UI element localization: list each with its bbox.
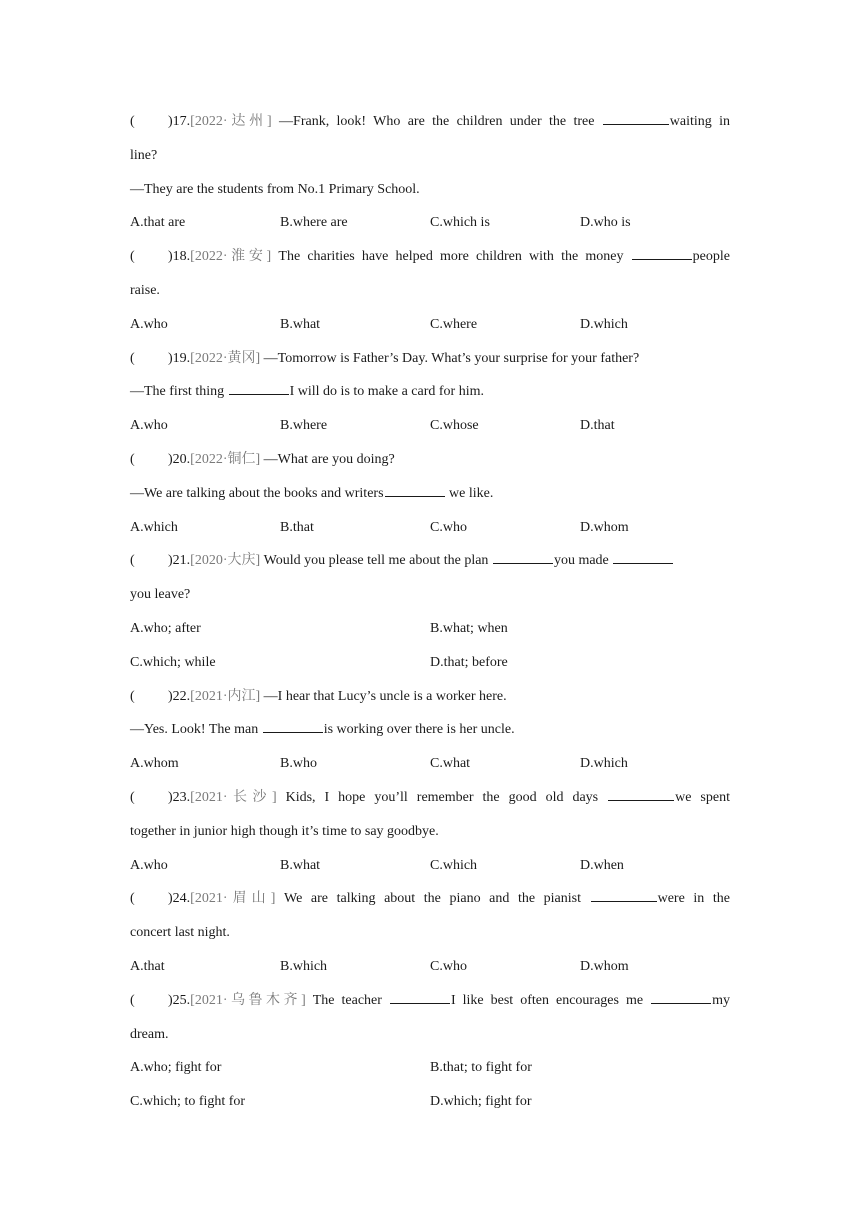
- option-d[interactable]: D.that; before: [430, 654, 508, 670]
- option-a[interactable]: A.who: [130, 418, 168, 434]
- answer-paren[interactable]: (: [130, 451, 135, 467]
- option-a[interactable]: A.who; fight for: [130, 1060, 222, 1076]
- question-text: —The first thing I will do is to make a card for him.: [130, 375, 730, 409]
- option-a[interactable]: A.who: [130, 316, 168, 332]
- answer-blank[interactable]: [613, 549, 673, 564]
- question-17-line: ( )17.[2022·达州] —Frank, look! Who are the children under the tree waiting in: [130, 105, 730, 139]
- option-d[interactable]: D.whom: [580, 958, 629, 974]
- answer-blank[interactable]: [651, 989, 711, 1004]
- options-row: [130, 1085, 730, 1119]
- option-b[interactable]: B.where are: [280, 215, 348, 231]
- options-row: [130, 849, 730, 883]
- question-text: line?: [130, 147, 158, 163]
- answer-blank[interactable]: [390, 989, 450, 1004]
- option-c[interactable]: C.which: [430, 857, 478, 873]
- option-a[interactable]: A.which: [130, 519, 178, 535]
- question-text: —We are talking about the books and writers we like.: [130, 477, 730, 511]
- option-a[interactable]: A.that: [130, 958, 165, 974]
- question-source: [2021·长沙]: [190, 789, 277, 805]
- option-a[interactable]: A.that are: [130, 215, 186, 231]
- options-row: [130, 747, 730, 781]
- option-a[interactable]: A.who: [130, 857, 168, 873]
- option-b[interactable]: B.where: [280, 418, 328, 434]
- question-source: [2021·眉山]: [190, 891, 276, 907]
- question-text: you leave?: [130, 587, 191, 603]
- answer-blank[interactable]: [603, 110, 669, 125]
- option-c[interactable]: C.whose: [430, 418, 479, 434]
- option-b[interactable]: B.what: [280, 857, 321, 873]
- answer-paren[interactable]: (: [130, 350, 135, 366]
- options-row: [130, 409, 730, 443]
- question-23-line: ( )23.[2021·长沙] Kids, I hope you’ll remember the good old days we spent: [130, 781, 730, 815]
- option-c[interactable]: C.which is: [430, 215, 490, 231]
- options-row: [130, 950, 730, 984]
- question-source: [2022·达州]: [190, 114, 272, 129]
- option-b[interactable]: B.what: [280, 316, 321, 332]
- answer-paren[interactable]: (: [130, 553, 135, 569]
- options-row: [130, 612, 730, 646]
- exercise-page: [130, 105, 730, 1119]
- option-c[interactable]: C.which; to fight for: [130, 1094, 246, 1110]
- option-a[interactable]: A.who; after: [130, 620, 201, 636]
- question-source: [2022·铜仁]: [190, 451, 261, 467]
- option-d[interactable]: D.whom: [580, 519, 629, 535]
- answer-paren[interactable]: (: [130, 789, 135, 805]
- option-c[interactable]: C.who: [430, 519, 467, 535]
- option-d[interactable]: D.that: [580, 418, 615, 434]
- option-d[interactable]: D.which: [580, 756, 628, 772]
- answer-paren[interactable]: (: [130, 249, 135, 265]
- question-22-line: ( )22.[2021·内江] —I hear that Lucy’s uncle is a worker here.: [130, 680, 730, 714]
- options-row: [130, 308, 730, 342]
- question-19-line: ( )19.[2022·黄冈] —Tomorrow is Father’s Day. What’s your surprise for your father?: [130, 342, 730, 376]
- question-source: [2020·大庆]: [190, 553, 261, 569]
- option-d[interactable]: D.when: [580, 857, 624, 873]
- option-c[interactable]: C.which; while: [130, 654, 216, 670]
- options-row: [130, 1051, 730, 1085]
- answer-blank[interactable]: [608, 786, 674, 801]
- answer-paren[interactable]: (: [130, 891, 135, 907]
- answer-paren[interactable]: (: [130, 992, 135, 1008]
- answer-blank[interactable]: [591, 887, 657, 902]
- options-row: [130, 511, 730, 545]
- option-c[interactable]: C.what: [430, 756, 471, 772]
- options-row: [130, 646, 730, 680]
- option-b[interactable]: B.that: [280, 519, 314, 535]
- answer-blank[interactable]: [493, 549, 553, 564]
- option-c[interactable]: C.where: [430, 316, 478, 332]
- question-source: [2021·乌鲁木齐]: [190, 992, 306, 1008]
- question-text: dream.: [130, 1026, 169, 1042]
- answer-paren[interactable]: (: [130, 688, 135, 704]
- question-18-line: ( )18.[2022·淮安] The charities have helped more children with the money people: [130, 240, 730, 274]
- answer-blank[interactable]: [229, 380, 289, 395]
- option-b[interactable]: B.which: [280, 958, 328, 974]
- option-c[interactable]: C.who: [430, 958, 467, 974]
- question-24-line: ( )24.[2021·眉山] We are talking about the piano and the pianist were in the: [130, 882, 730, 916]
- answer-paren[interactable]: (: [130, 114, 135, 129]
- option-d[interactable]: D.which: [580, 316, 628, 332]
- option-a[interactable]: A.whom: [130, 756, 179, 772]
- options-row: [130, 206, 730, 240]
- option-b[interactable]: B.what; when: [430, 620, 508, 636]
- question-source: [2022·淮安]: [190, 249, 272, 265]
- question-text: concert last night.: [130, 925, 230, 941]
- question-text: —They are the students from No.1 Primary School.: [130, 181, 420, 197]
- question-source: [2021·内江]: [190, 688, 261, 704]
- answer-blank[interactable]: [263, 718, 323, 733]
- option-b[interactable]: B.who: [280, 756, 317, 772]
- question-text: together in junior high though it’s time to say goodbye.: [130, 823, 439, 839]
- question-source: [2022·黄冈]: [190, 350, 261, 366]
- question-text: raise.: [130, 282, 160, 298]
- option-b[interactable]: B.that; to fight for: [430, 1060, 532, 1076]
- question-21-line: ( )21.[2020·大庆] Would you please tell me about the plan you made: [130, 544, 730, 578]
- answer-blank[interactable]: [632, 245, 692, 260]
- option-d[interactable]: D.which; fight for: [430, 1094, 532, 1110]
- question-text: —Yes. Look! The man is working over there is her uncle.: [130, 713, 730, 747]
- answer-blank[interactable]: [385, 482, 445, 497]
- option-d[interactable]: D.who is: [580, 215, 631, 231]
- question-25-line: ( )25.[2021·乌鲁木齐] The teacher I like best often encourages me my: [130, 984, 730, 1018]
- question-20-line: ( )20.[2022·铜仁] —What are you doing?: [130, 443, 730, 477]
